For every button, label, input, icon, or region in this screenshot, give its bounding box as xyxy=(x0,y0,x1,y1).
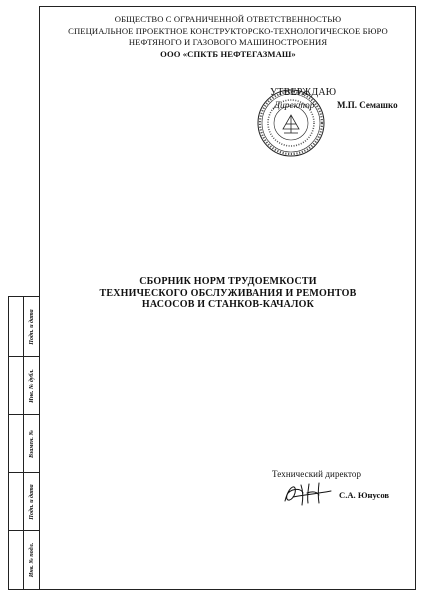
approval-role: Директор xyxy=(274,101,315,111)
title-line: СБОРНИК НОРМ ТРУДОЕМКОСТИ xyxy=(139,276,317,287)
approval-word: УТВЕРЖДАЮ xyxy=(270,87,337,98)
handwritten-signature xyxy=(281,479,335,507)
sidebar-label: Инв. № подл. xyxy=(29,542,35,578)
document-sidebar-stamp xyxy=(8,296,39,590)
sidebar-label: Подп. и дата xyxy=(29,483,35,520)
org-line: НЕФТЯНОГО И ГАЗОВОГО МАШИНОСТРОЕНИЯ xyxy=(128,37,328,47)
sidebar-label: Подп. и дата xyxy=(29,308,35,345)
technical-director-role: Технический директор xyxy=(272,469,362,479)
org-short-name: ООО «СПКТБ НЕФТЕГАЗМАШ» xyxy=(160,48,296,59)
sidebar-label: Инв. № дубл. xyxy=(29,368,35,403)
sidebar-label: Взамен. № xyxy=(29,429,35,458)
org-line: ОБЩЕСТВО С ОГРАНИЧЕННОЙ ОТВЕТСТВЕННОСТЬЮ xyxy=(114,14,342,24)
approval-block xyxy=(264,84,414,164)
title-line: НАСОСОВ И СТАНКОВ-КАЧАЛОК xyxy=(141,299,315,310)
sidebar-cell-original-inv xyxy=(9,531,39,589)
technical-director-name: С.А. Юнусов xyxy=(339,490,390,500)
title-line: ТЕХНИЧЕСКОГО ОБСЛУЖИВАНИЯ И РЕМОНТОВ xyxy=(99,287,357,299)
approval-name: М.П. Семашко xyxy=(337,100,398,110)
organization-header xyxy=(40,14,416,60)
document-title xyxy=(40,276,416,311)
org-line: СПЕЦИАЛЬНОЕ ПРОЕКТНОЕ КОНСТРУКТОРСКО-ТЕХНОЛОГИЧЕСКОЕ БЮРО xyxy=(68,25,388,36)
